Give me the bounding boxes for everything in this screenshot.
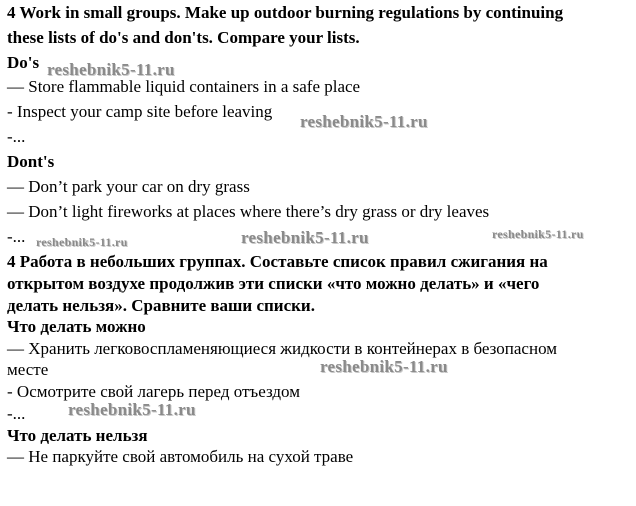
dos-item-ru-1-line2: месте xyxy=(7,360,49,379)
watermark: reshebnik5-11.ru xyxy=(320,357,448,376)
exercise-heading-ru-line2: открытом воздухе продолжив эти списки «что можно делать» и «чего xyxy=(7,274,540,293)
watermark: reshebnik5-11.ru xyxy=(47,60,175,79)
dos-item-en-1: — Store flammable liquid containers in a safe place xyxy=(7,77,361,96)
donts-item-en-1: — Don’t park your car on dry grass xyxy=(7,177,250,196)
dos-title-en: Do's xyxy=(7,53,40,72)
watermark: reshebnik5-11.ru xyxy=(492,227,584,241)
watermark: reshebnik5-11.ru xyxy=(36,235,128,249)
exercise-heading-ru-line1: 4 Работа в небольших группах. Составьте список правил сжигания на xyxy=(7,252,548,271)
donts-title-en: Dont's xyxy=(7,152,55,171)
donts-item-en-3: -... xyxy=(7,227,26,246)
dos-item-en-3: -... xyxy=(7,127,26,146)
donts-item-en-2: — Don’t light fireworks at places where there’s dry grass or dry leaves xyxy=(7,202,490,221)
dos-item-ru-2: - Осмотрите свой лагерь перед отъездом xyxy=(7,382,300,401)
exercise-heading-ru-line3: делать нельзя». Сравните ваши списки. xyxy=(7,296,315,315)
donts-title-ru: Что делать нельзя xyxy=(7,426,148,445)
exercise-heading-en-line1: 4 Work in small groups. Make up outdoor burning regulations by continuing xyxy=(7,3,564,22)
watermark: reshebnik5-11.ru xyxy=(68,400,196,419)
dos-title-ru: Что делать можно xyxy=(7,317,146,336)
exercise-heading-en-line2: these lists of do's and don'ts. Compare your lists. xyxy=(7,28,360,47)
dos-item-ru-1-line1: — Хранить легковоспламеняющиеся жидкости в контейнерах в безопасном xyxy=(7,339,558,358)
dos-item-ru-3: -... xyxy=(7,404,26,423)
watermark: reshebnik5-11.ru xyxy=(241,228,369,247)
watermark: reshebnik5-11.ru xyxy=(300,112,428,131)
dos-item-en-2: - Inspect your camp site before leaving xyxy=(7,102,273,121)
donts-item-ru-1: — Не паркуйте свой автомобиль на сухой траве xyxy=(7,447,354,466)
